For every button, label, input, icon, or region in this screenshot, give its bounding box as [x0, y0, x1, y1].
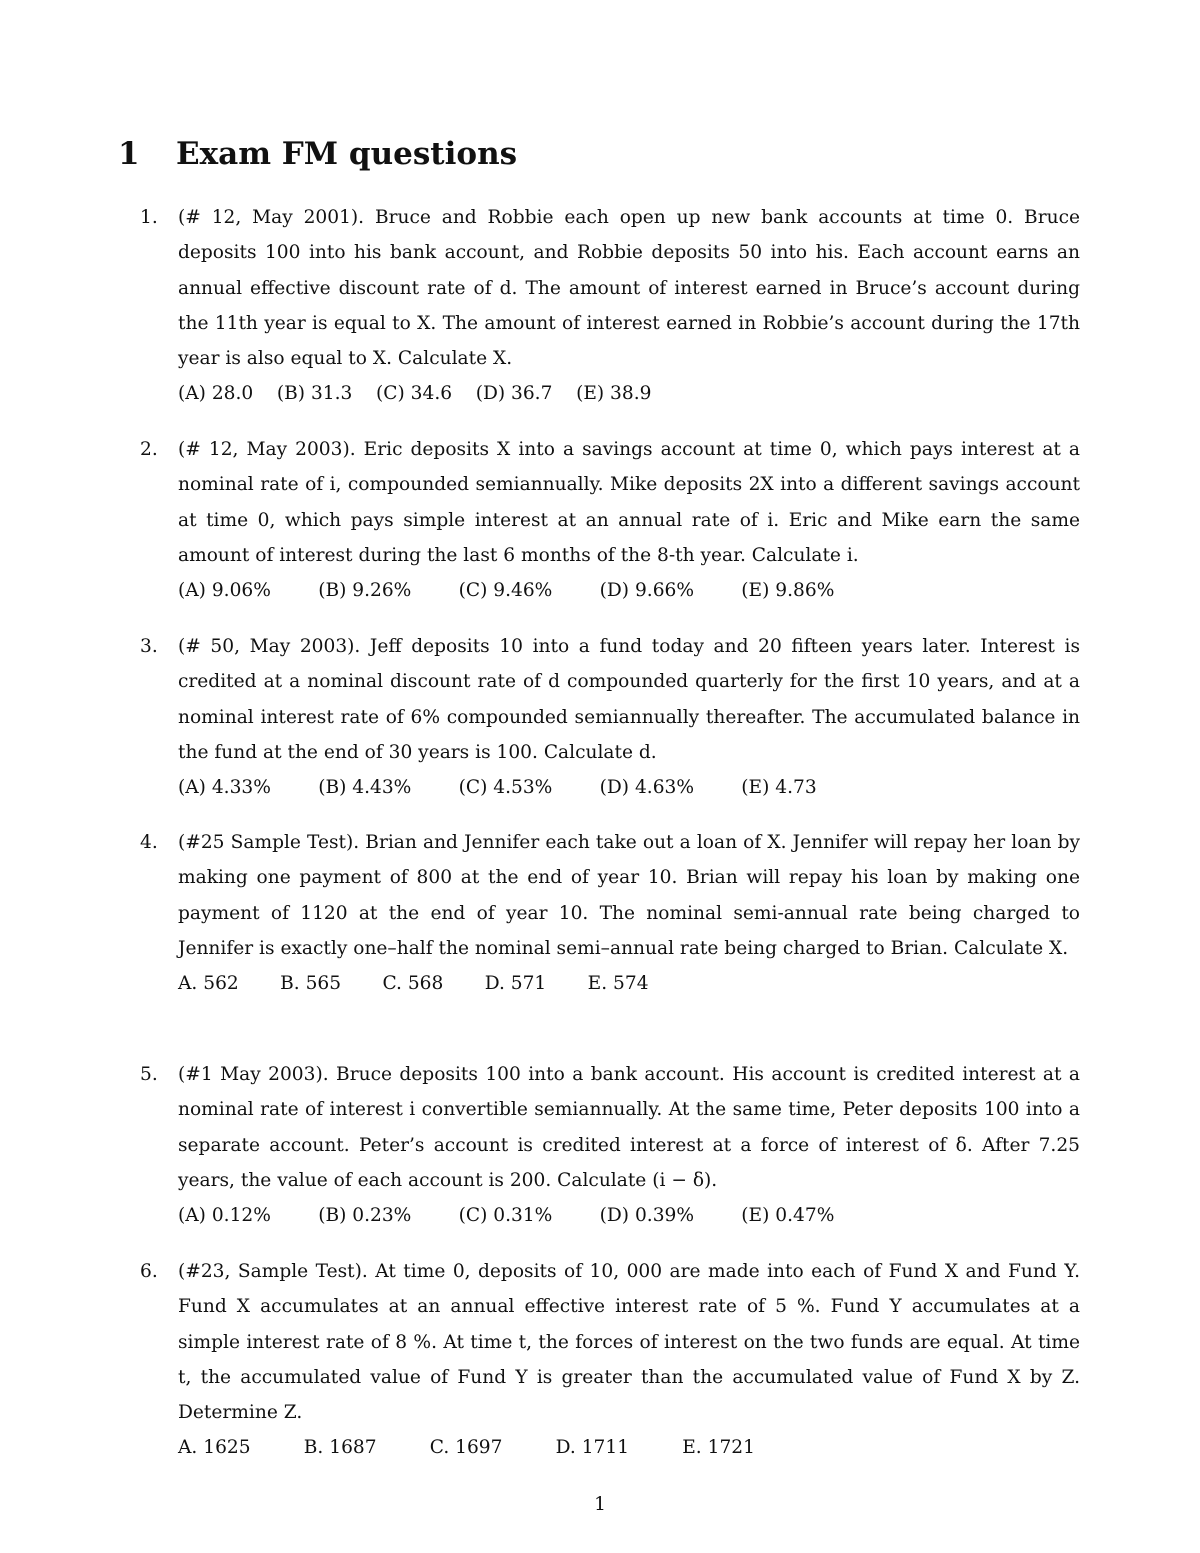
answer-options: (A) 28.0 (B) 31.3 (C) 34.6 (D) 36.7 (E) 38.9 — [178, 383, 652, 405]
question-number: 6. — [140, 1261, 158, 1282]
answer-options: A. 1625 B. 1687 C. 1697 D. 1711 E. 1721 — [178, 1437, 755, 1459]
question-text: (#25 Sample Test). Brian and Jennifer each take out a loan of X. Jennifer will repay her loan by making one payment of 800 at the end of year 10. Brian will repay his loan by making one payment of 1120 at the end of year 10. The nominal semi-annual rate being charged to Jennifer is exactly one–half the nominal semi–annual rate being charged to Brian. Calculate X. — [178, 832, 1080, 959]
question-number: 5. — [140, 1064, 158, 1085]
answer-options: A. 562 B. 565 C. 568 D. 571 E. 574 — [178, 973, 649, 995]
answer-options: (A) 9.06% (B) 9.26% (C) 9.46% (D) 9.66% (E) 9.86% — [178, 580, 835, 602]
question-1 — [140, 200, 1080, 412]
question-5 — [140, 1057, 1080, 1233]
question-text: (# 12, May 2001). Bruce and Robbie each open up new bank accounts at time 0. Bruce deposits 100 into his bank account, and Robbie deposits 50 into his. Each account earns an annual effective discount rate of d. The amount of interest earned in Bruce’s account during the 11th year is equal to X. The amount of interest earned in Robbie’s account during the 17th year is also equal to X. Calculate X. — [178, 207, 1080, 370]
question-number: 4. — [140, 832, 158, 853]
question-2 — [140, 432, 1080, 608]
page-number: 1 — [594, 1494, 606, 1515]
question-number: 2. — [140, 439, 158, 460]
question-text: (#23, Sample Test). At time 0, deposits of 10, 000 are made into each of Fund X and Fund Y. Fund X accumulates at an annual effective interest rate of 5 %. Fund Y accumulates at a simple interest rate of 8 %. At time t, the forces of interest on the two funds are equal. At time t, the accumulated value of Fund Y is greater than the accumulated value of Fund X by Z. Determine Z. — [178, 1261, 1080, 1424]
question-6 — [140, 1254, 1080, 1466]
section-number: 1 — [118, 136, 140, 172]
question-text: (#1 May 2003). Bruce deposits 100 into a bank account. His account is credited interest at a nominal rate of interest i convertible semiannually. At the same time, Peter deposits 100 into a separate account. Peter’s account is credited interest at a force of interest of δ. After 7.25 years, the value of each account is 200. Calculate (i − δ). — [178, 1064, 1080, 1191]
question-text: (# 12, May 2003). Eric deposits X into a savings account at time 0, which pays interest at a nominal rate of i, compounded semiannually. Mike deposits 2X into a different savings account at time 0, which pays simple interest at an annual rate of i. Eric and Mike earn the same amount of interest during the last 6 months of the 8-th year. Calculate i. — [178, 439, 1080, 566]
question-text: (# 50, May 2003). Jeff deposits 10 into a fund today and 20 fifteen years later. Interest is credited at a nominal discount rate of d compounded quarterly for the first 10 years, and at a nominal interest rate of 6% compounded semiannually thereafter. The accumulated balance in the fund at the end of 30 years is 100. Calculate d. — [178, 636, 1080, 763]
section-heading — [118, 136, 517, 172]
question-4 — [140, 825, 1080, 1001]
question-3 — [140, 629, 1080, 805]
question-number: 1. — [140, 207, 158, 228]
section-title: Exam FM questions — [176, 136, 518, 172]
answer-options: (A) 4.33% (B) 4.43% (C) 4.53% (D) 4.63% (E) 4.73 — [178, 777, 817, 799]
question-number: 3. — [140, 636, 158, 657]
answer-options: (A) 0.12% (B) 0.23% (C) 0.31% (D) 0.39% (E) 0.47% — [178, 1205, 835, 1227]
